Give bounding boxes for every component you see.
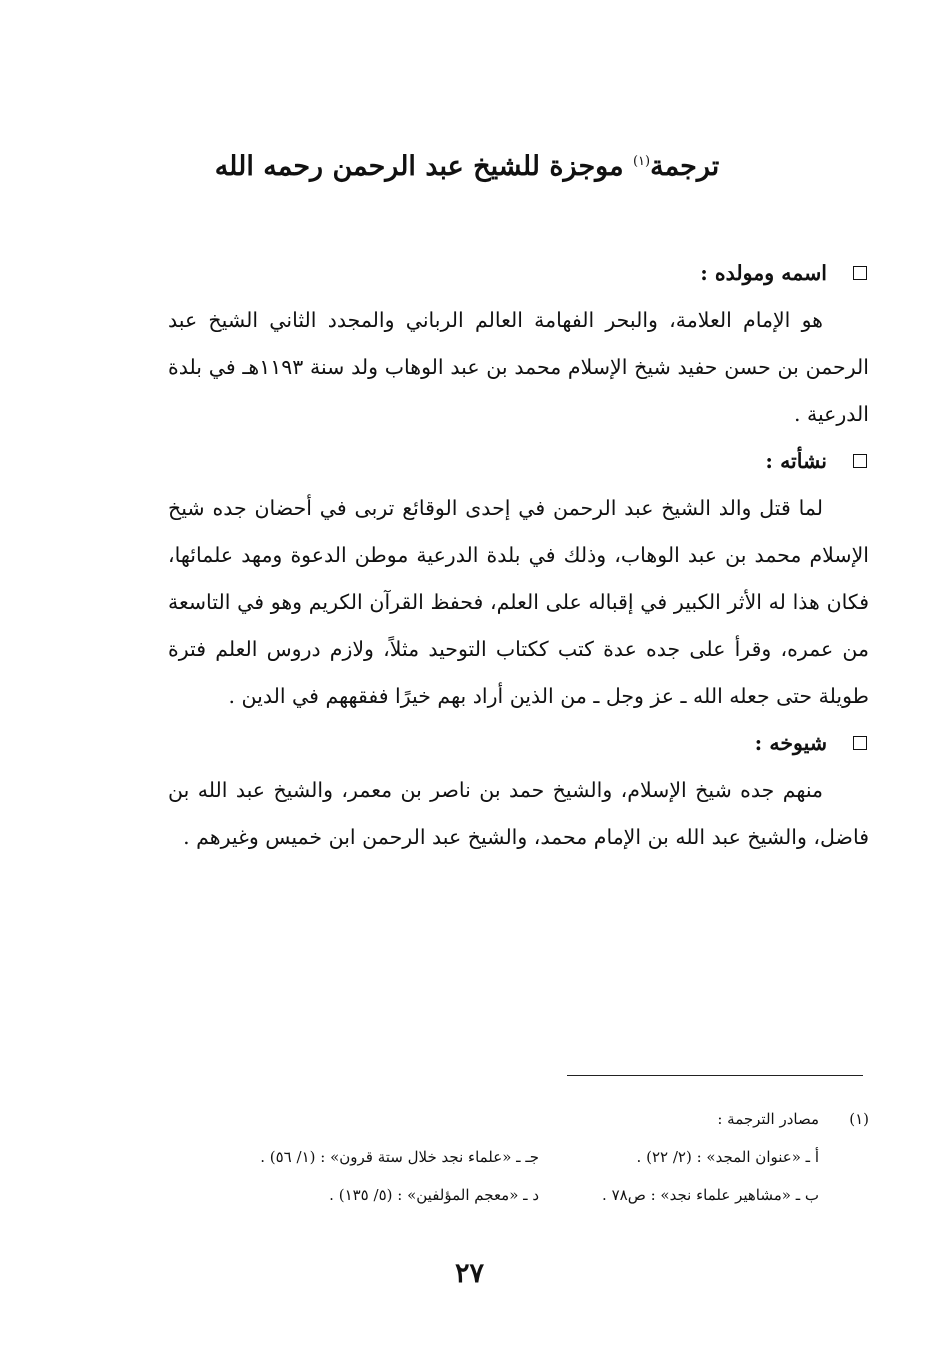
footnote-source: جـ ـ «علماء نجد خلال ستة قرون» : (١/ ٥٦) . [260, 1148, 539, 1166]
footnote-number: (١) [849, 1110, 869, 1128]
section-heading-teachers: شيوخه : [168, 720, 869, 767]
footnote-sources-row-2 [168, 1176, 869, 1214]
footnote-source: د ـ «معجم المؤلفين» : (٥/ ١٣٥) . [329, 1186, 539, 1204]
main-content [168, 250, 869, 861]
section-paragraph-teachers [168, 767, 869, 861]
paragraph-line: ١١٩٣هـ في بلدة الدرعية . [168, 355, 869, 426]
paragraph-line: لما قتل والد الشيخ عبد الرحمن في إحدى الوقائع تربى في أحضان جده [212, 496, 823, 520]
paragraph-line: بهم خيرًا ففقههم في الدين . [228, 684, 467, 708]
section-paragraph-upbringing [168, 485, 869, 720]
title-rest: موجزة للشيخ عبد الرحمن رحمه الله [214, 151, 633, 182]
footnote-intro: مصادر الترجمة : [717, 1110, 819, 1128]
paragraph-line: عبد الرحمن بن حسن حفيد شيخ الإسلام محمد بن عبد الوهاب ولد سنة [168, 308, 869, 379]
square-bullet-icon [853, 266, 867, 280]
footnote-intro-row [168, 1100, 869, 1138]
paragraph-line: ابن خميس وغيرهم . [183, 825, 356, 849]
paragraph-line: هو الإمام العلامة، والبحر الفهامة العالم الرباني والمجدد الثاني الشيخ [208, 308, 823, 332]
footnote-source: ب ـ «مشاهير علماء نجد» : ص٧٨ . [602, 1186, 819, 1204]
page-number: ٢٧ [454, 1258, 484, 1289]
footnote-source: أ ـ «عنوان المجد» : (٢/ ٢٢) . [636, 1148, 819, 1166]
square-bullet-icon [853, 454, 867, 468]
paragraph-line: شيخ الإسلام محمد بن عبد الوهاب، وذلك في بلدة الدرعية موطن الدعوة [168, 496, 869, 567]
section-heading-upbringing: نشأته : [168, 438, 869, 485]
footnote-separator [567, 1075, 863, 1076]
footnote-sources-row-1 [168, 1138, 869, 1176]
title-footnote-ref[interactable]: (١) [632, 154, 651, 169]
paragraph-line: عبد الله بن فاضل، والشيخ عبد الله بن الإمام محمد، والشيخ عبد الرحمن [168, 778, 869, 849]
paragraph-line: منهم جده شيخ الإسلام، والشيخ حمد بن ناصر بن معمر، والشيخ [273, 778, 823, 802]
section-paragraph-name-birth [168, 297, 869, 438]
section-heading-name-birth: اسمه ومولده : [168, 250, 869, 297]
paragraph-line: ومهد علمائها، فكان هذا له الأثر الكبير في إقباله على العلم، فحفظ القرآن [168, 543, 869, 614]
paragraph-line: مثلاً، ولازم دروس العلم فترة طويلة حتى جعله الله ـ عز وجل ـ من الذين أراد [168, 637, 869, 708]
footnotes [168, 1100, 869, 1214]
paragraph-line: الكريم وهو في التاسعة من عمره، وقرأ على جده عدة كتب ككتاب التوحيد [168, 590, 869, 661]
square-bullet-icon [853, 736, 867, 750]
page-title [170, 140, 764, 189]
title-main: ترجمة [650, 151, 720, 182]
